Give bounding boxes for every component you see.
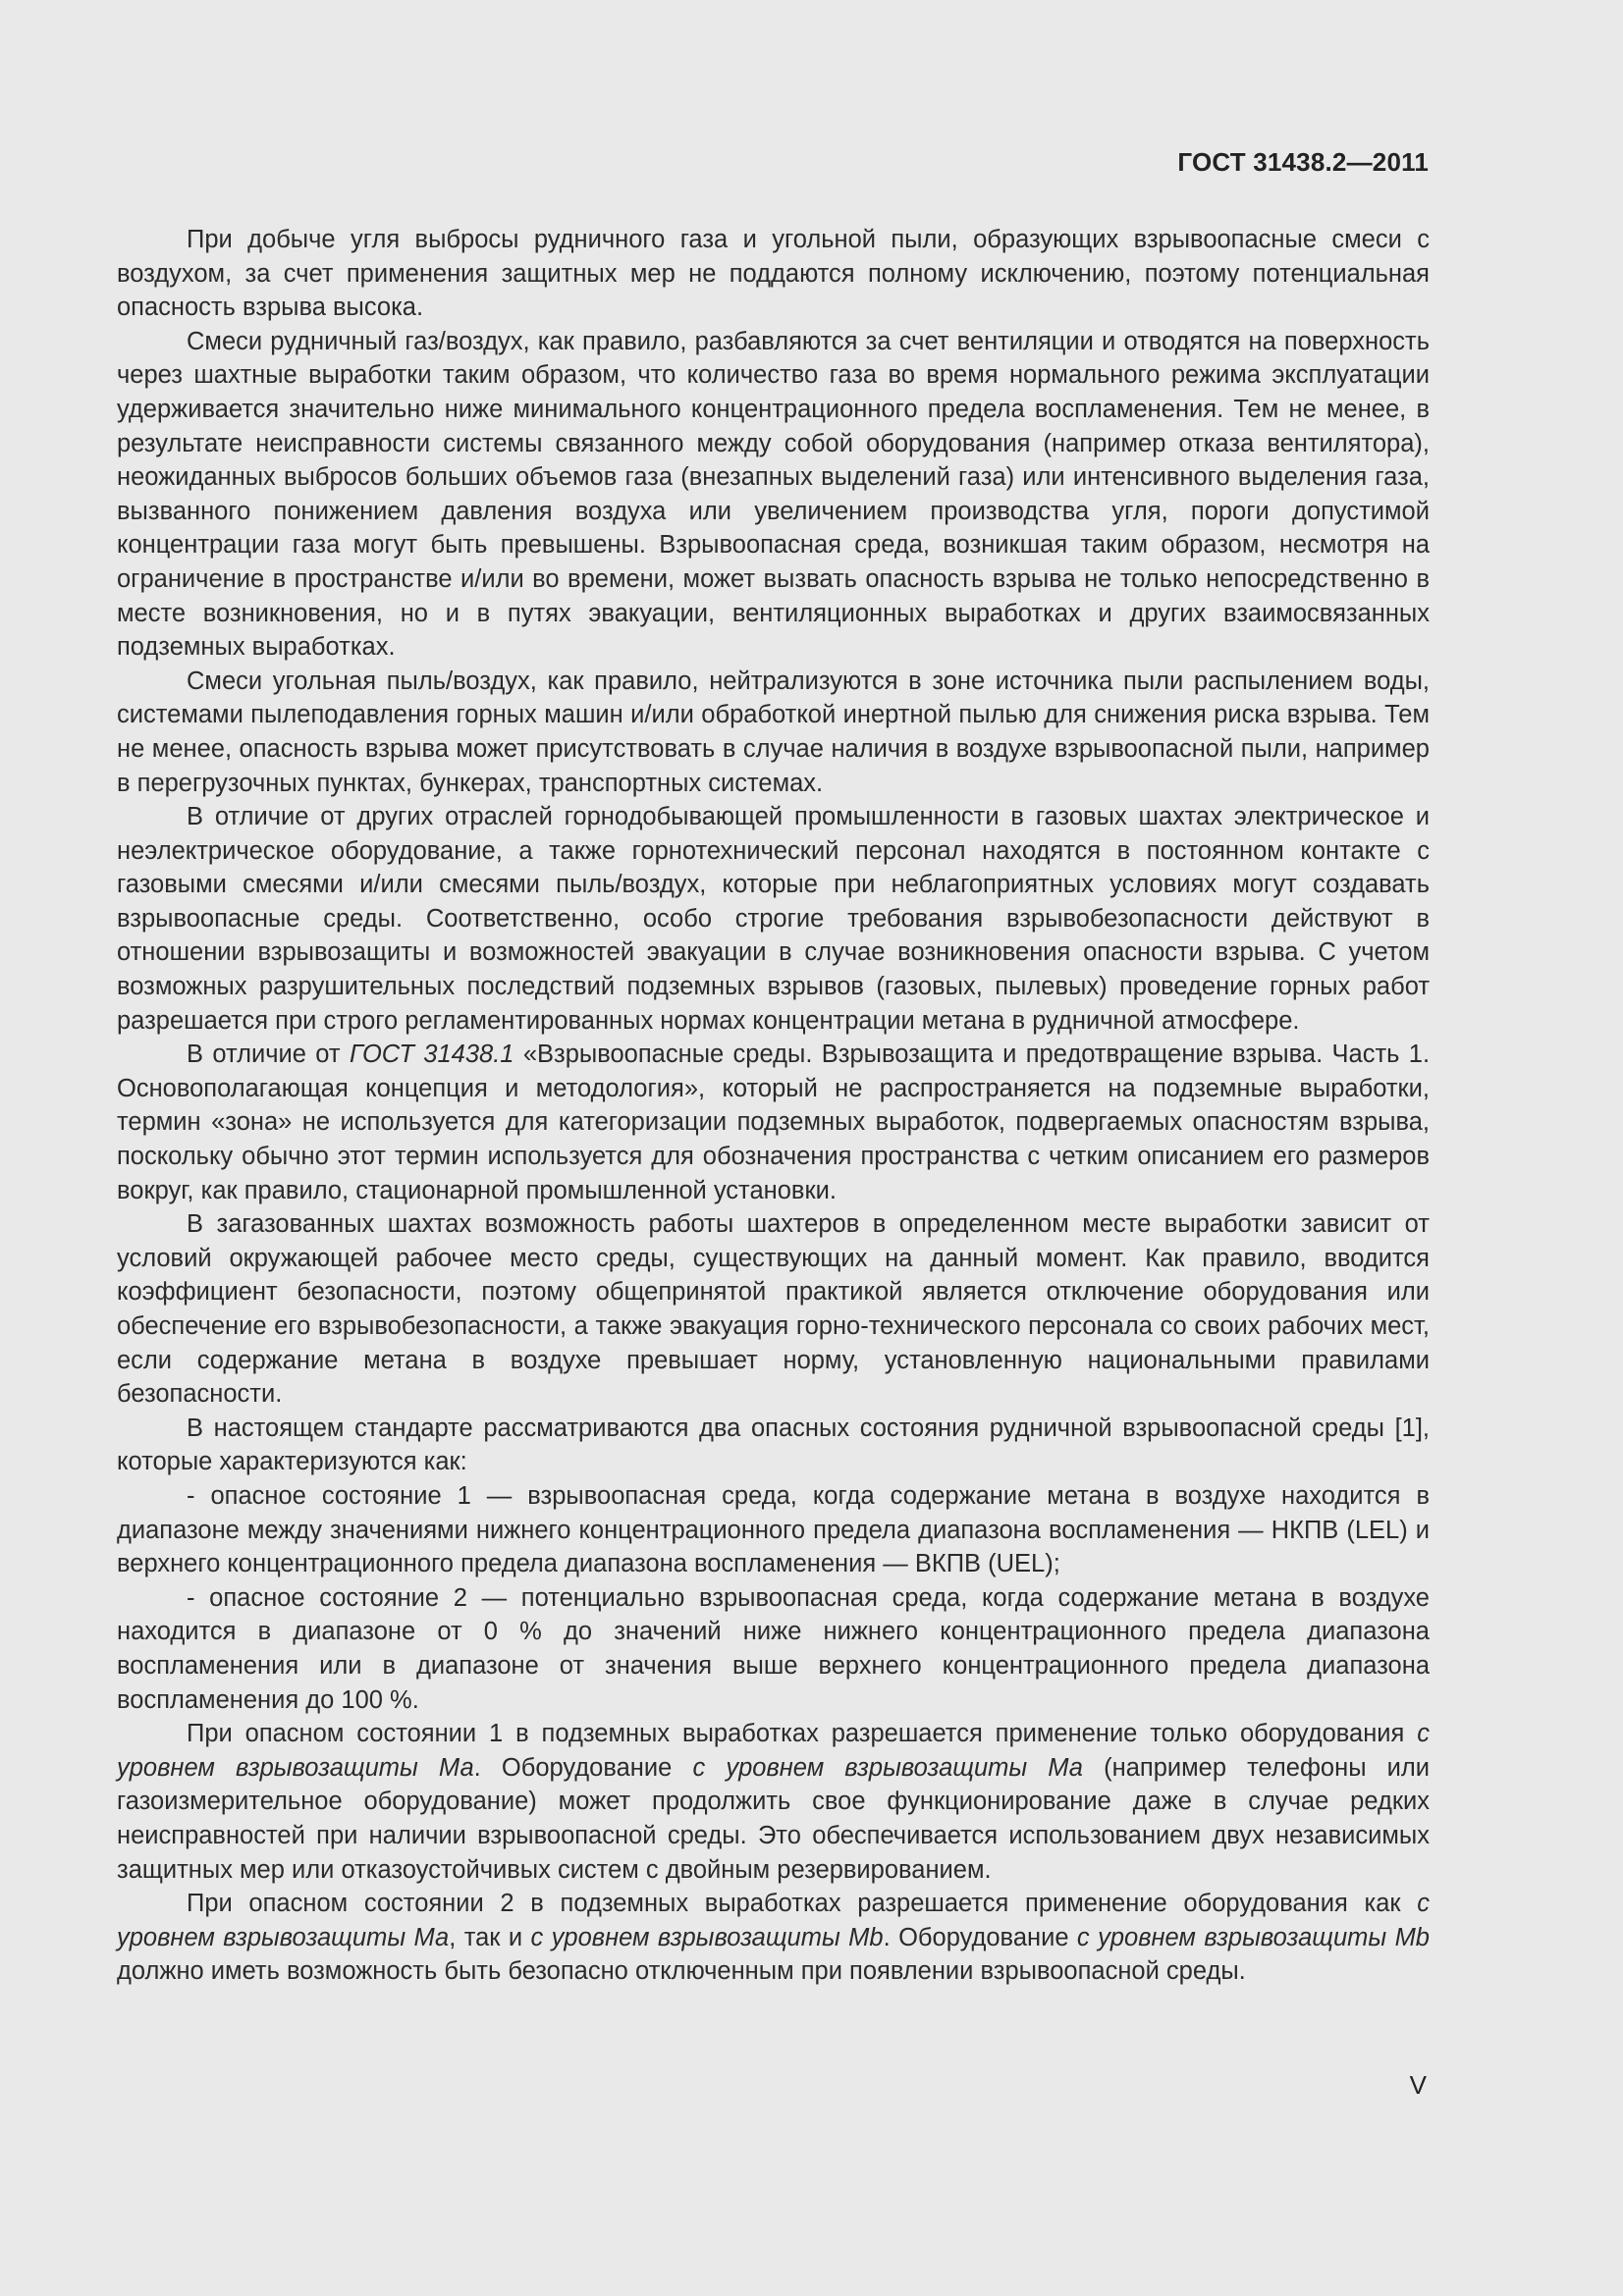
paragraph-6: В загазованных шахтах возможность работы шахтеров в определенном месте выработки зависит от условий окружающей рабочее место среды, существующих на данный момент. Как правило, вводится коэффициент безопасности, поэтому общепринятой практикой является отключение оборудования или обеспечение его взрывобезопасности, а также эвакуация горно-технического персонала со своих рабочих мест, если содержание метана в воздухе превышает норму, установленную национальными правилами безопасности. <box>117 1210 1430 1409</box>
paragraph-2: Смеси рудничный газ/воздух, как правило, разбавляются за счет вентиляции и отводятся на поверхность через шахтные выработки таким образом, что количество газа во время нормального режима эксплуатации удерживается значительно ниже минимального концентрационного предела воспламенения. Тем не менее, в результате неисправности системы связанного между собой оборудования (например отказа вентилятора), неожиданных выбросов больших объемов газа (внезапных выделений газа) или интенсивного выделения газа, вызванного понижением давления воздуха или увеличением производства угля, пороги допустимой концентрации газа могут быть превышены. Взрывоопасная среда, возникшая таким образом, несмотря на ограничение в пространстве и/или во времени, может вызвать опасность взрыва не только непосредственно в месте возникновения, но и в путях эвакуации, вентиляционных выработках и других взаимосвязанных подземных выработках. <box>117 327 1430 662</box>
paragraph-10 <box>117 1717 1430 1887</box>
paragraph-10-italic-2: с уровнем взрывозащиты Ма <box>692 1753 1083 1782</box>
paragraph-10-text-b: . Оборудование <box>473 1753 693 1782</box>
page-number: V <box>1409 2070 1427 2100</box>
paragraph-10-italic-1: с уровнем взрывозащиты Ма <box>117 1720 1430 1782</box>
paragraph-11-text-b: , так и <box>449 1923 531 1951</box>
paragraph-1: При добыче угля выбросы рудничного газа и угольной пыли, образующих взрывоопасные смеси с воздухом, за счет применения защитных мер не поддаются полному исключению, поэтому потенциальная опасность взрыва высока. <box>117 226 1430 322</box>
paragraph-11-italic-1: с уровнем взрывозащиты Ма <box>117 1890 1430 1951</box>
paragraph-4: В отличие от других отраслей горнодобывающей промышленности в газовых шахтах электрическое и неэлектрическое оборудование, а также горнотехнический персонал находятся в постоянном контакте с газовыми смесями и/или смесями пыль/воздух, которые при неблагоприятных условиях могут создавать взрывоопасные среды. Соответственно, особо строгие требования взрывобезопасности действуют в отношении взрывозащиты и возможностей эвакуации в случае возникновения опасности взрыва. С учетом возможных разрушительных последствий подземных взрывов (газовых, пылевых) проведение горных работ разрешается при строго регламентированных нормах концентрации метана в рудничной атмосфере. <box>117 803 1430 1035</box>
paragraph-11-italic-2: с уровнем взрывозащиты Mb <box>530 1923 884 1951</box>
document-header: ГОСТ 31438.2—2011 <box>1177 147 1429 177</box>
document-body <box>117 223 1430 1989</box>
paragraph-11 <box>117 1887 1430 1989</box>
paragraph-3: Смеси угольная пыль/воздух, как правило, нейтрализуются в зоне источника пыли распылением воды, системами пылеподавления горных машин и/или обработкой инертной пылью для снижения риска взрыва. Тем не менее, опасность взрыва может присутствовать в случае наличия в воздухе взрывоопасной пыли, например в перегрузочных пунктах, бункерах, транспортных системах. <box>117 667 1430 797</box>
paragraph-11-text-d: должно иметь возможность быть безопасно отключенным при появлении взрывоопасной среды. <box>117 1957 1246 1986</box>
paragraph-11-italic-3: с уровнем взрывозащиты Mb <box>1076 1923 1430 1951</box>
paragraph-5-text-b: «Взрывоопасные среды. Взрывозащита и предотвращение взрыва. Часть 1. Основополагающая концепция и методология», который не распространяется на подземные выработки, термин «зона» не используется для категоризации подземных выработок, подвергаемых опасностям взрыва, поскольку обычно этот термин используется для обозначения пространства с четким описанием его размеров вокруг, как правило, стационарной промышленной установки. <box>117 1041 1431 1204</box>
paragraph-5 <box>117 1038 1430 1207</box>
standard-reference-link: ГОСТ 31438.1 <box>349 1041 514 1069</box>
paragraph-10-text-a: При опасном состоянии 1 в подземных выработках разрешается применение только оборудования <box>187 1720 1418 1748</box>
paragraph-11-text-c: . Оборудование <box>883 1923 1077 1951</box>
paragraph-10-text-c: (например телефоны или газоизмерительное оборудование) может продолжить свое функционирование даже в случае редких неисправностей при наличии взрывоопасной среды. Это обеспечивается использованием двух независимых защитных мер или отказоустойчивых систем с двойным резервированием. <box>117 1753 1431 1884</box>
list-item-hazard-state-2: - опасное состояние 2 — потенциально взрывоопасная среда, когда содержание метана в воздухе находится в диапазоне от 0 % до значений ниже нижнего концентрационного предела диапазона воспламенения или в диапазоне от значения выше верхнего концентрационного предела диапазона воспламенения до 100 %. <box>117 1583 1430 1714</box>
paragraph-5-text-a: В отличие от <box>187 1041 350 1069</box>
paragraph-7: В настоящем стандарте рассматриваются два опасных состояния рудничной взрывоопасной среды [1], которые характеризуются как: <box>117 1414 1430 1476</box>
list-item-hazard-state-1: - опасное состояние 1 — взрывоопасная среда, когда содержание метана в воздухе находится в диапазоне между значениями нижнего концентрационного предела диапазона воспламенения — НКПВ (LEL) и верхнего концентрационного предела диапазона воспламенения — ВКПВ (UEL); <box>117 1481 1430 1578</box>
paragraph-11-text-a: При опасном состоянии 2 в подземных выработках разрешается применение оборудования как <box>187 1890 1418 1918</box>
